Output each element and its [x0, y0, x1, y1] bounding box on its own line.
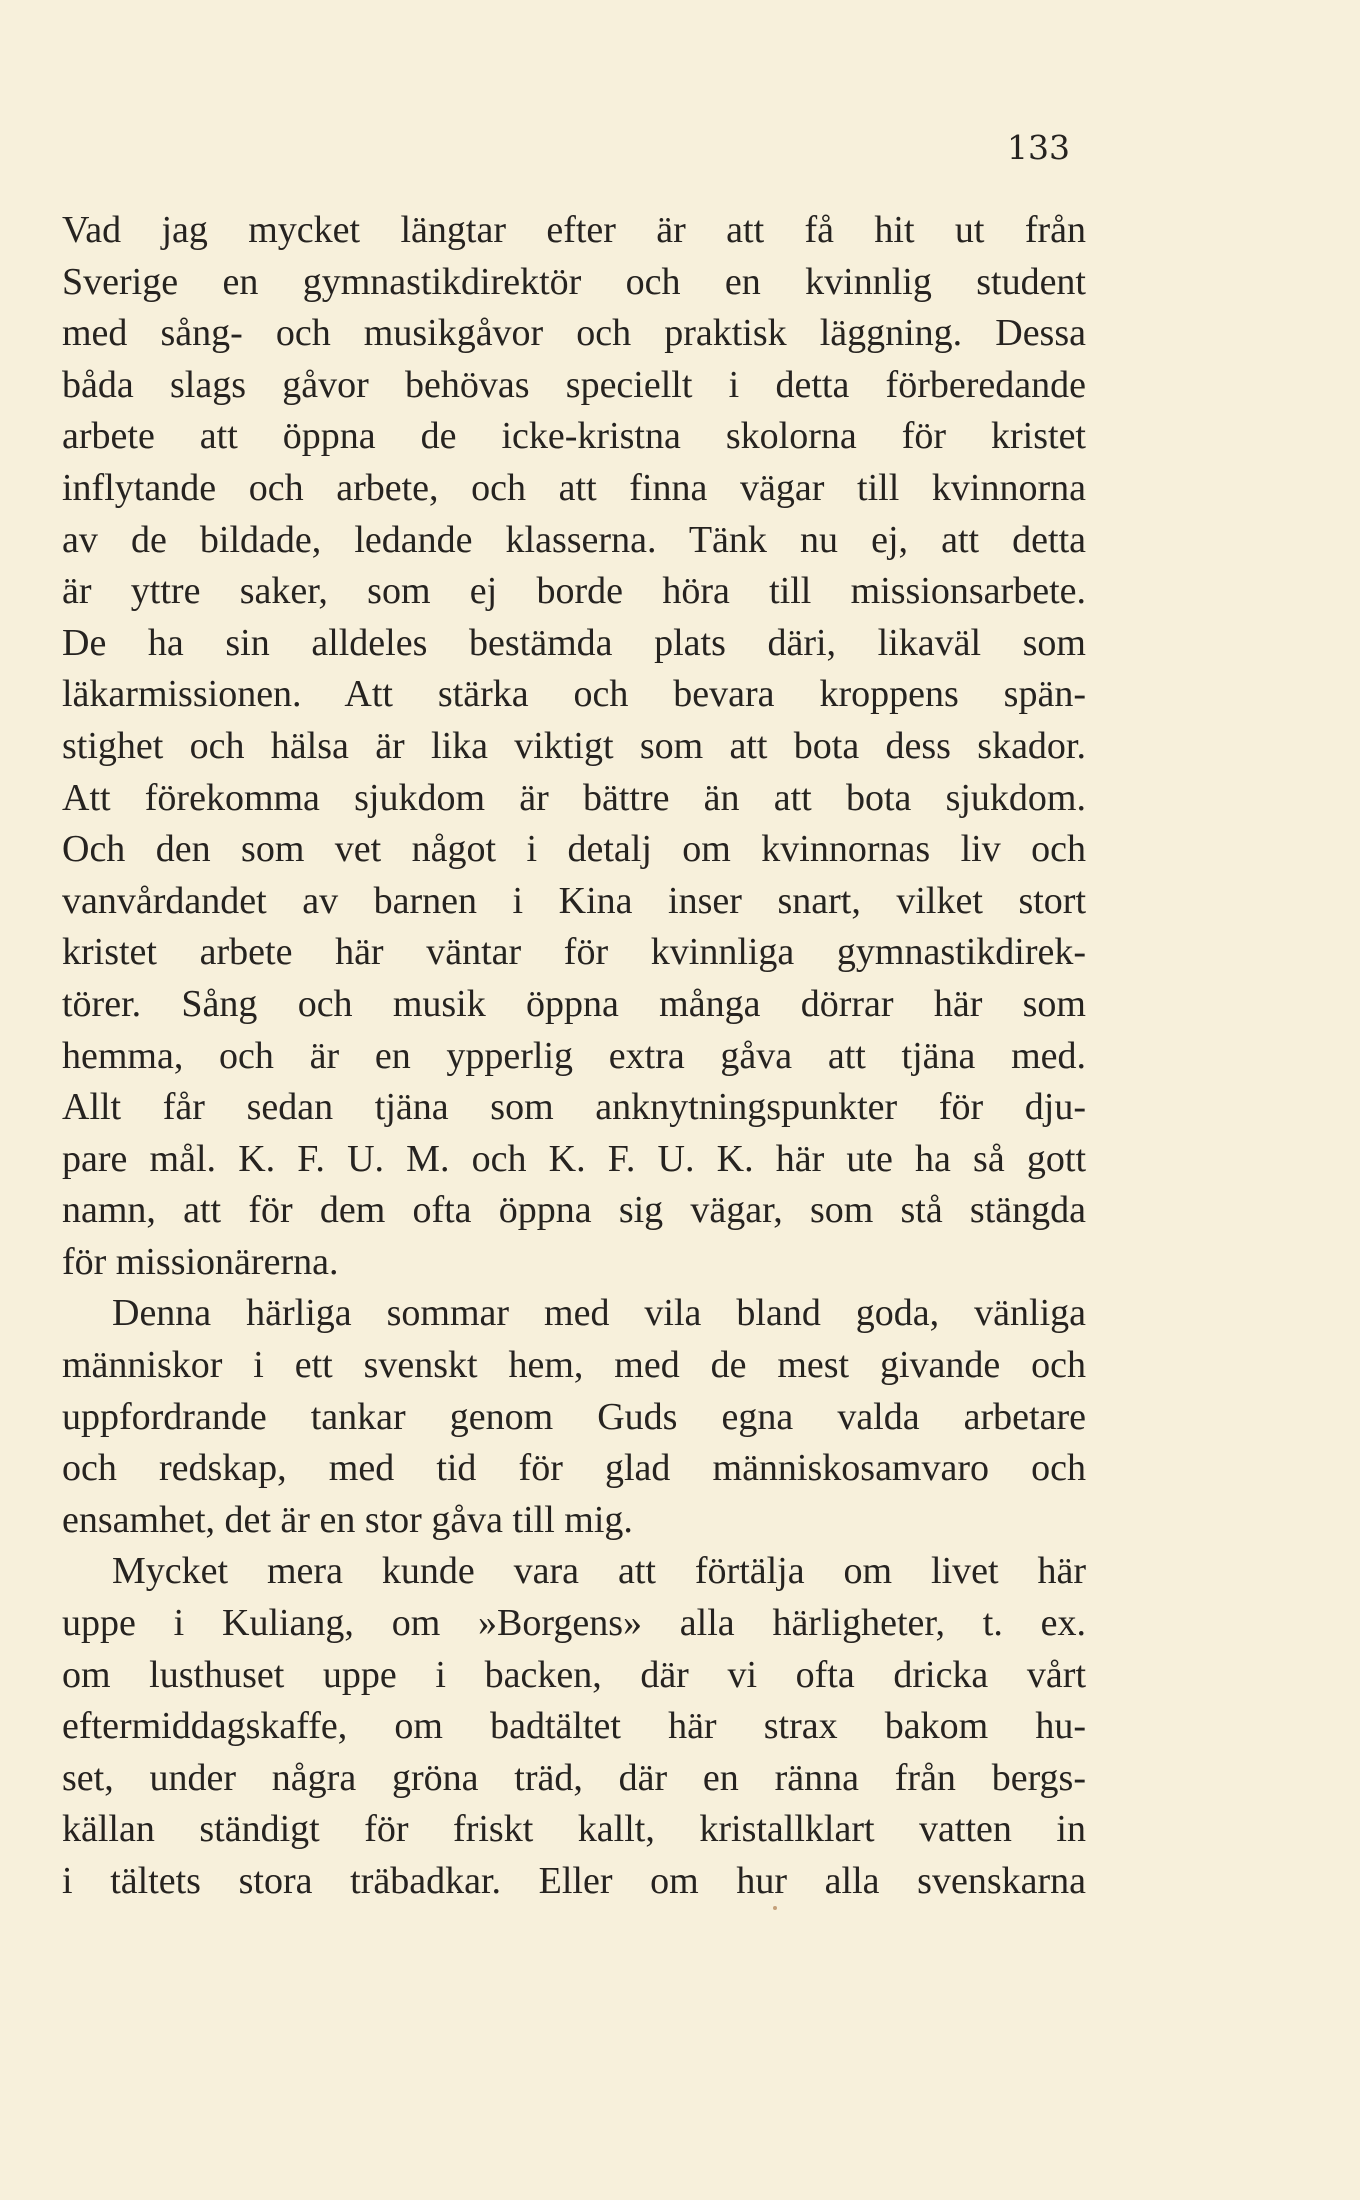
- text-line: De ha sin alldeles bestämda plats däri, likaväl som: [62, 621, 1086, 664]
- text-line: inflytande och arbete, och att finna vägar till kvinnorna: [62, 466, 1086, 509]
- text-line: källan ständigt för friskt kallt, kristallklart vatten in: [62, 1808, 1086, 1851]
- text-line: eftermiddagskaffe, om badtältet här strax bakom hu-: [62, 1705, 1086, 1748]
- paragraph-2: [62, 1288, 1086, 1546]
- text-line: uppfordrande tankar genom Guds egna valda arbetare: [62, 1395, 1086, 1438]
- text-line: set, under några gröna träd, där en ränna från bergs-: [62, 1756, 1086, 1799]
- paragraph-1: [62, 205, 1086, 1288]
- text-line: Och den som vet något i detalj om kvinnornas liv och: [62, 828, 1086, 871]
- text-line: och redskap, med tid för glad människosamvaro och: [62, 1447, 1086, 1490]
- text-line: Allt får sedan tjäna som anknytningspunkter för dju-: [62, 1086, 1086, 1129]
- ink-speck: [773, 1906, 777, 1910]
- text-line: uppe i Kuliang, om »Borgens» alla härligheter, t. ex.: [62, 1602, 1086, 1645]
- body-text: [62, 205, 1086, 1908]
- text-line: hemma, och är en ypperlig extra gåva att tjäna med.: [62, 1034, 1086, 1077]
- text-line: av de bildade, ledande klasserna. Tänk nu ej, att detta: [62, 518, 1086, 561]
- text-line: vanvårdandet av barnen i Kina inser snart, vilket stort: [62, 879, 1086, 922]
- page-number: 133: [1007, 128, 1070, 167]
- text-line: Denna härliga sommar med vila bland goda, vänliga: [112, 1292, 1086, 1335]
- text-line: kristet arbete här väntar för kvinnliga gymnastikdirek-: [62, 931, 1086, 974]
- text-line: med sång- och musikgåvor och praktisk läggning. Dessa: [62, 312, 1086, 355]
- text-line: läkarmissionen. Att stärka och bevara kroppens spän-: [62, 673, 1086, 716]
- text-line: i tältets stora träbadkar. Eller om hur alla svenskarna: [62, 1860, 1086, 1902]
- text-line: är yttre saker, som ej borde höra till missionsarbete.: [62, 570, 1086, 613]
- text-line: båda slags gåvor behövas speciellt i detta förberedande: [62, 363, 1086, 406]
- text-line: om lusthuset uppe i backen, där vi ofta dricka vårt: [62, 1653, 1086, 1696]
- text-line: människor i ett svenskt hem, med de mest givande och: [62, 1344, 1086, 1387]
- text-line: ensamhet, det är en stor gåva till mig.: [62, 1498, 633, 1541]
- paragraph-3: [62, 1546, 1086, 1907]
- text-line: namn, att för dem ofta öppna sig vägar, som stå stängda: [62, 1189, 1086, 1232]
- text-line: törer. Sång och musik öppna många dörrar här som: [62, 982, 1086, 1025]
- text-line: för missionärerna.: [62, 1240, 339, 1283]
- text-line: stighet och hälsa är lika viktigt som att bota dess skador.: [62, 724, 1086, 767]
- text-line: Att förekomma sjukdom är bättre än att bota sjukdom.: [62, 776, 1086, 819]
- text-line: Vad jag mycket längtar efter är att få hit ut från: [62, 209, 1086, 251]
- text-line: Sverige en gymnastikdirektör och en kvinnlig student: [62, 260, 1086, 303]
- text-line: arbete att öppna de icke-kristna skolorna för kristet: [62, 415, 1086, 458]
- text-line: Mycket mera kunde vara att förtälja om livet här: [112, 1550, 1086, 1593]
- text-line: pare mål. K. F. U. M. och K. F. U. K. här ute ha så gott: [62, 1137, 1086, 1180]
